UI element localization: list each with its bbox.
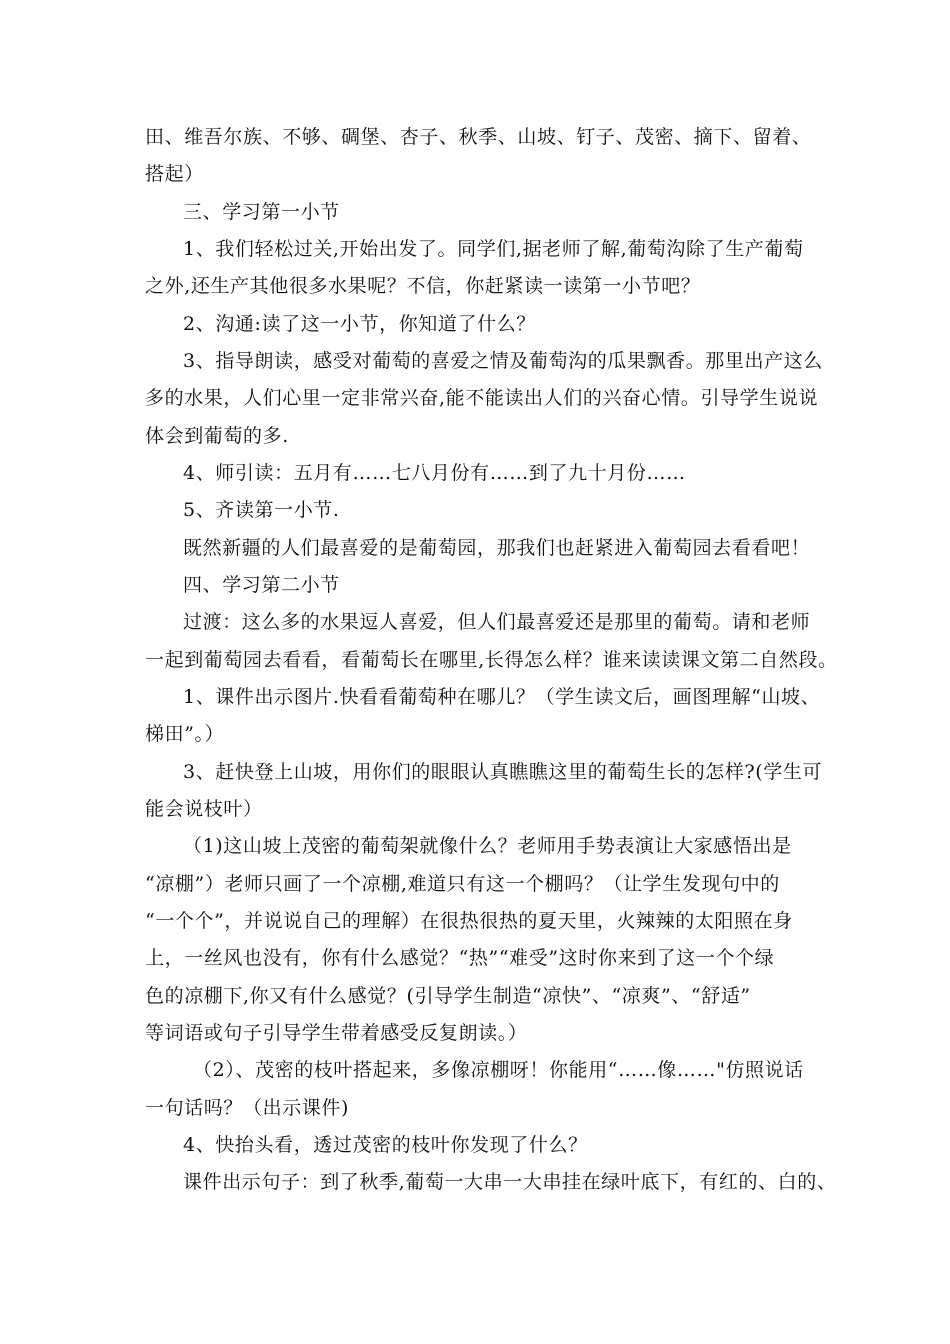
text-line: 4、师引读：五月有……七八月份有……到了九十月份…… xyxy=(183,462,686,484)
text-line: 一起到葡萄园去看看，看葡萄长在哪里,长得怎么样？谁来读读课文第二自然段。 xyxy=(145,649,838,671)
text-line: 之外,还生产其他很多水果呢？不信，你赶紧读一读第一小节吧？ xyxy=(145,275,701,297)
text-line: 2、沟通:读了这一小节，你知道了什么？ xyxy=(183,313,536,335)
text-line: 1、课件出示图片.快看看葡萄种在哪儿？（学生读文后，画图理解“山坡、 xyxy=(183,686,821,708)
text-line: 搭起） xyxy=(145,163,204,185)
text-line: 3、指导朗读，感受对葡萄的喜爱之情及葡萄沟的瓜果飘香。那里出产这么 xyxy=(183,350,823,372)
text-line: 等词语或句子引导学生带着感受反复朗读。） xyxy=(145,1022,528,1044)
section-heading: 三、学习第一小节 xyxy=(183,201,340,223)
text-line: （1)这山坡上茂密的葡萄架就像什么？老师用手势表演让大家感悟出是 xyxy=(183,835,792,857)
text-line: “凉棚”）老师只画了一个凉棚,难道只有这一个棚吗？（让学生发现句中的 xyxy=(145,873,780,895)
text-line: 能会说枝叶） xyxy=(145,798,263,820)
text-line: “一个个”，并说说自己的理解）在很热很热的夏天里，火辣辣的太阳照在身 xyxy=(145,910,793,932)
text-line: 色的凉棚下,你又有什么感觉？(引导学生制造“凉快”、“凉爽”、“舒适” xyxy=(145,985,751,1007)
text-line: 田、维吾尔族、不够、碉堡、杏子、秋季、山坡、钉子、茂密、摘下、留着、 xyxy=(145,126,812,148)
text-line: 多的水果，人们心里一定非常兴奋,能不能读出人们的兴奋心情。引导学生说说 xyxy=(145,387,819,409)
text-line: 梯田”。） xyxy=(145,723,225,745)
text-line: 过渡：这么多的水果逗人喜爱，但人们最喜爱还是那里的葡萄。请和老师 xyxy=(183,611,811,633)
text-line: 5、齐读第一小节. xyxy=(183,499,340,521)
text-line: 既然新疆的人们最喜爱的是葡萄园，那我们也赶紧进入葡萄园去看看吧！ xyxy=(183,537,811,559)
text-line: （2）、茂密的枝叶搭起来，多像凉棚呀！你能用“……像……"仿照说话 xyxy=(193,1059,804,1081)
text-line: 3、赶快登上山坡，用你们的眼眼认真瞧瞧这里的葡萄生长的怎样?(学生可 xyxy=(183,761,823,783)
text-line: 课件出示句子：到了秋季,葡萄一大串一大串挂在绿叶底下，有红的、白的、 xyxy=(183,1171,837,1193)
text-line: 1、我们轻松过关,开始出发了。同学们,据老师了解,葡萄沟除了生产葡萄 xyxy=(183,238,804,260)
text-line: 上，一丝风也没有，你有什么感觉？“热”“难受”这时你来到了这一个个绿 xyxy=(145,947,775,969)
section-heading: 四、学习第二小节 xyxy=(183,574,340,596)
text-line: 体会到葡萄的多. xyxy=(145,425,289,447)
text-line: 一句话吗？（出示课件) xyxy=(145,1097,350,1119)
text-line: 4、快抬头看，透过茂密的枝叶你发现了什么？ xyxy=(183,1134,588,1156)
